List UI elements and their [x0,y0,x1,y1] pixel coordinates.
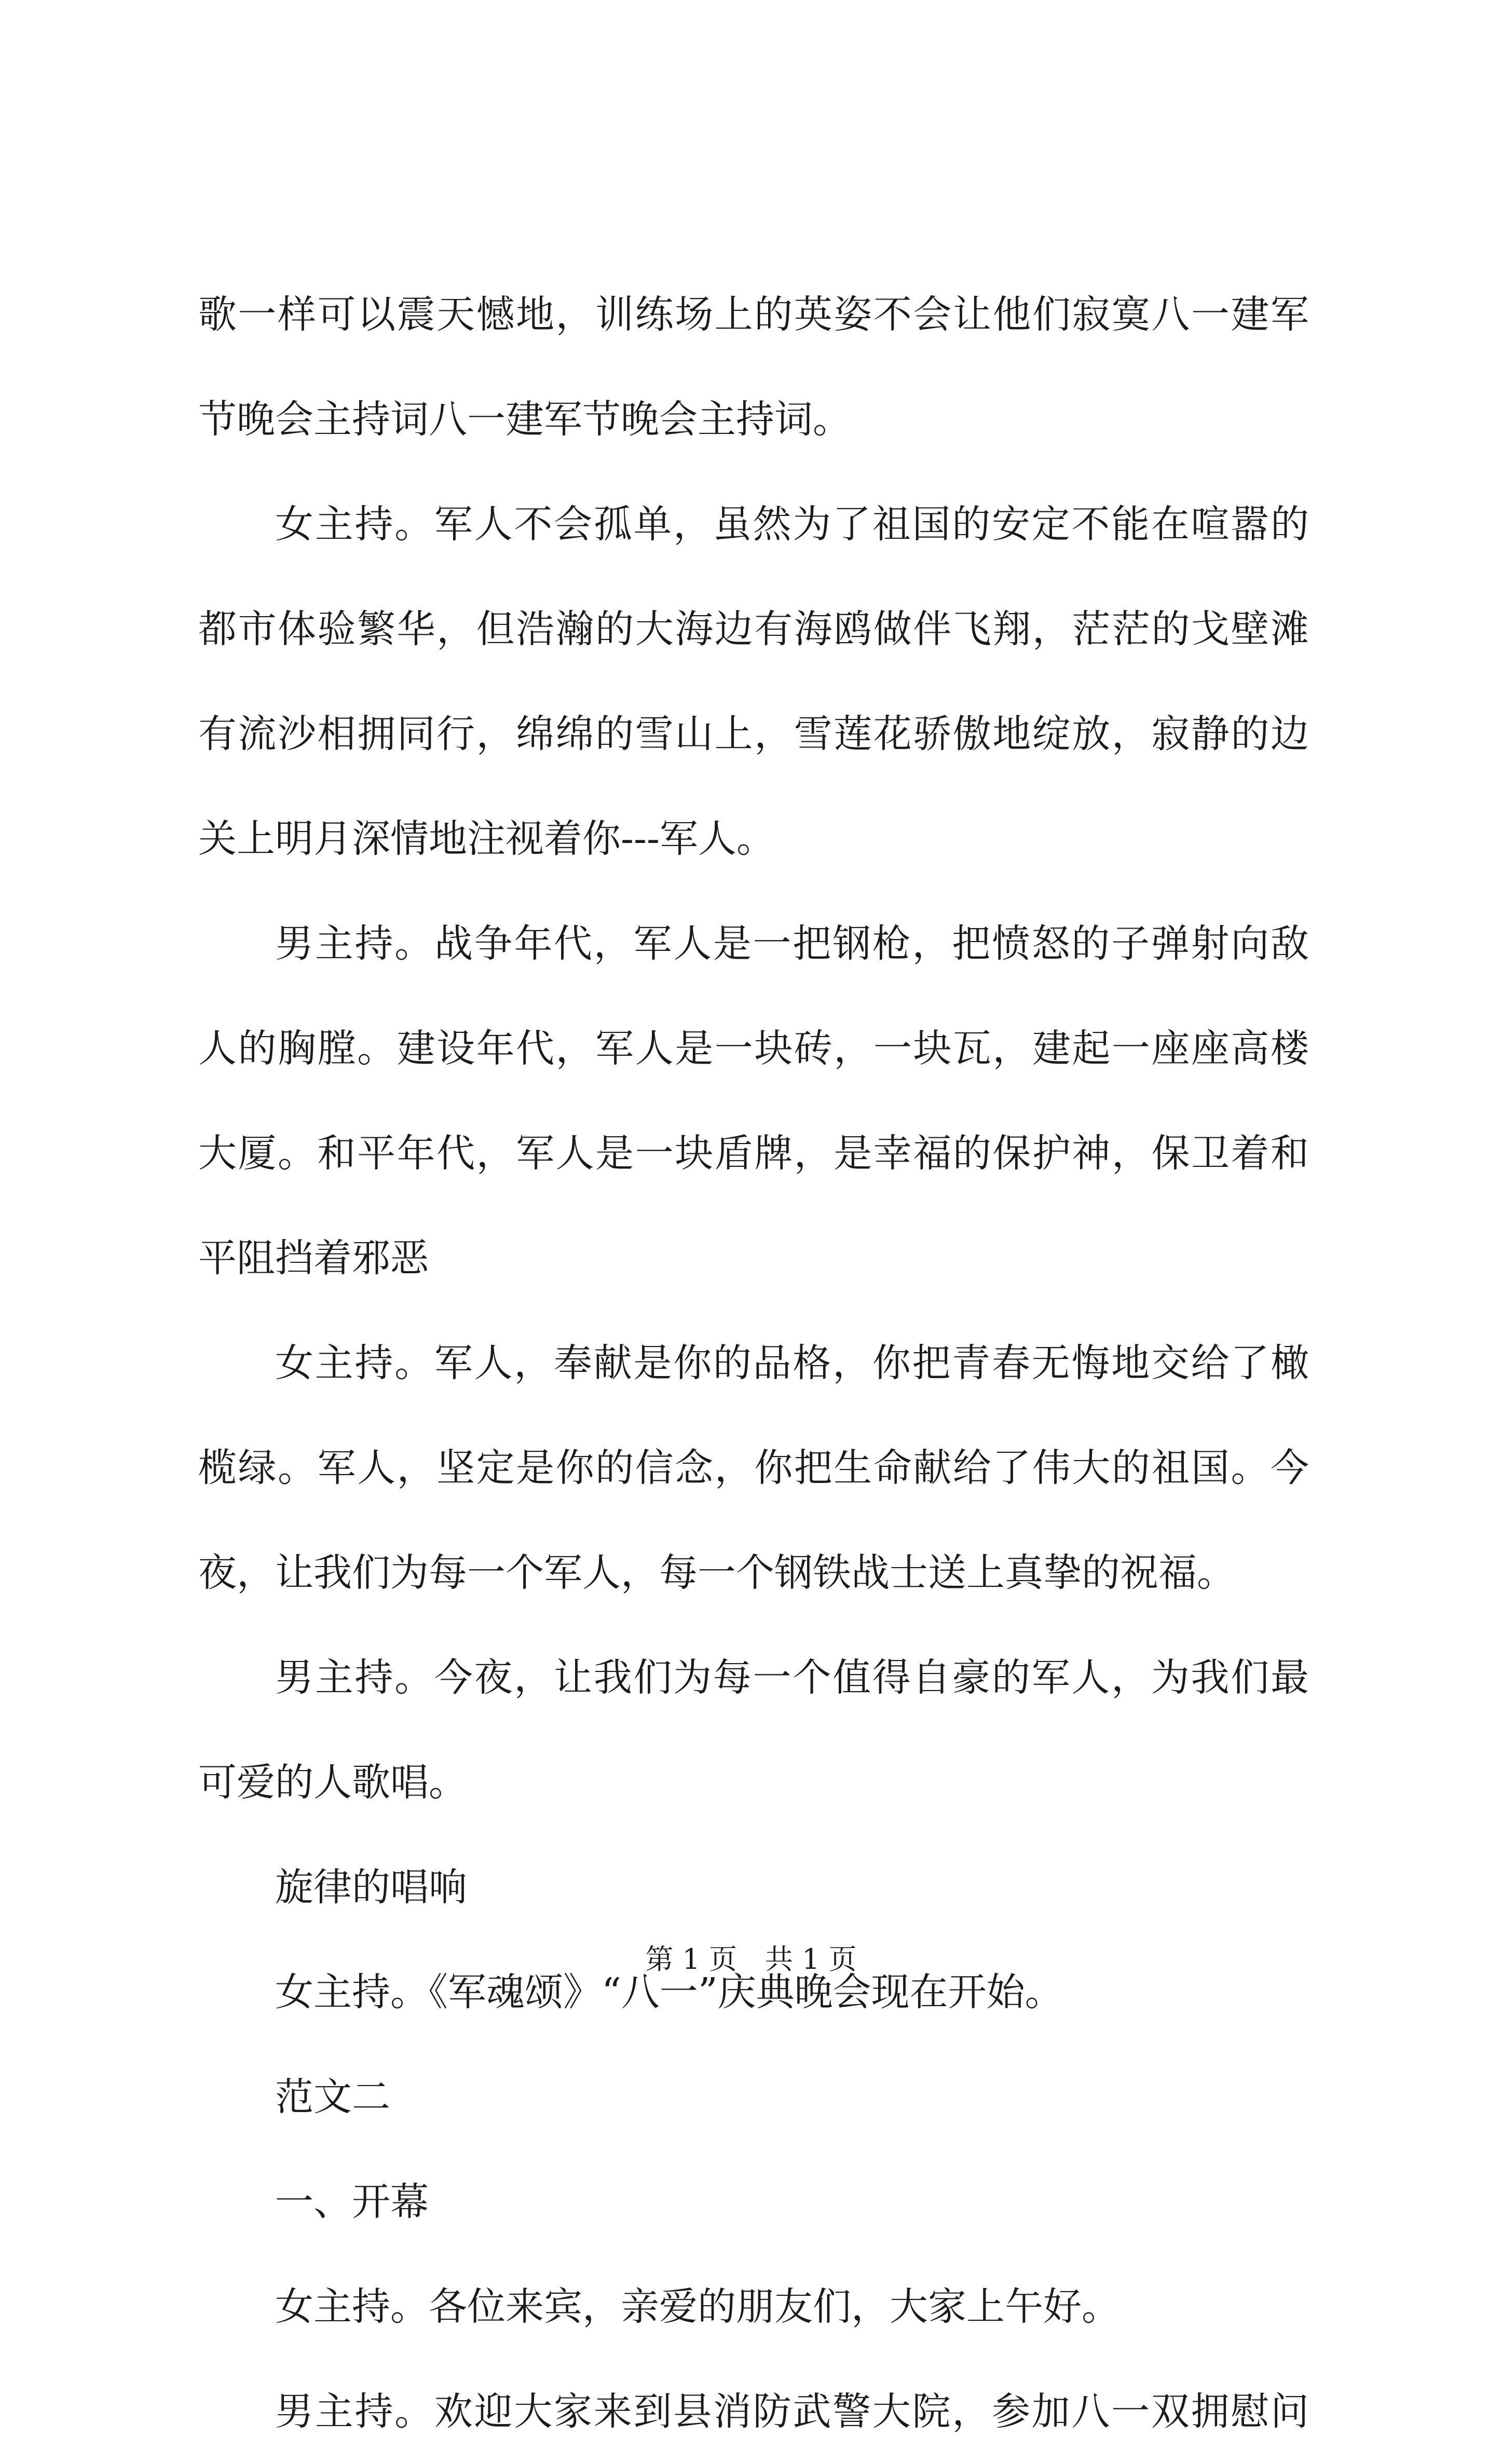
text-line: 有流沙相拥同行，绵绵的雪山上，雪莲花骄傲地绽放，寂静的边 [198,712,1309,756]
page-footer [0,1939,1502,1980]
section-heading: 范文二 [275,2075,390,2119]
text-line: 关上明月深情地注视着你---军人。 [198,816,775,861]
paragraph-first-line: 男主持。欢迎大家来到县消防武警大院，参加八一双拥慰问 [275,2389,1309,2434]
page-total: 共 1 页 [765,1943,857,1976]
text-line: 平阻挡着邪恶 [198,1236,429,1281]
paragraph-first-line: 男主持。今夜，让我们为每一个值得自豪的军人，为我们最 [275,1655,1309,1700]
text-line: 可爱的人歌唱。 [198,1760,467,1805]
paragraph-first-line: 男主持。战争年代，军人是一把钢枪，把愤怒的子弹射向敌 [275,921,1309,966]
text-line: 夜，让我们为每一个军人，每一个钢铁战士送上真挚的祝福。 [198,1550,1235,1595]
paragraph-first-line: 女主持。军人不会孤单，虽然为了祖国的安定不能在喧嚣的 [275,502,1309,547]
text-line: 人的胸膛。建设年代，军人是一块砖，一块瓦，建起一座座高楼 [198,1026,1309,1071]
page-number: 第 1 页 [645,1943,737,1976]
section-heading: 一、开幕 [275,2180,429,2224]
paragraph-line: 女主持。各位来宾，亲爱的朋友们，大家上午好。 [275,2284,1120,2329]
text-line: 榄绿。军人，坚定是你的信念，你把生命献给了伟大的祖国。今 [198,1446,1309,1490]
paragraph-line: 旋律的唱响 [275,1865,467,1910]
text-line: 节晚会主持词八一建军节晚会主持词。 [198,397,851,442]
paragraph-first-line: 女主持。军人，奉献是你的品格，你把青春无悔地交给了橄 [275,1341,1309,1385]
text-line: 大厦。和平年代，军人是一块盾牌，是幸福的保护神，保卫着和 [198,1131,1309,1176]
text-line: 歌一样可以震天憾地，训练场上的英姿不会让他们寂寞八一建军 [198,292,1309,337]
document-body [198,262,1309,2464]
paragraph-line: 女主持。《军魂颂》“八一”庆典晚会现在开始。 [275,1970,1063,2014]
text-line: 都市体验繁华，但浩瀚的大海边有海鸥做伴飞翔，茫茫的戈壁滩 [198,607,1309,651]
